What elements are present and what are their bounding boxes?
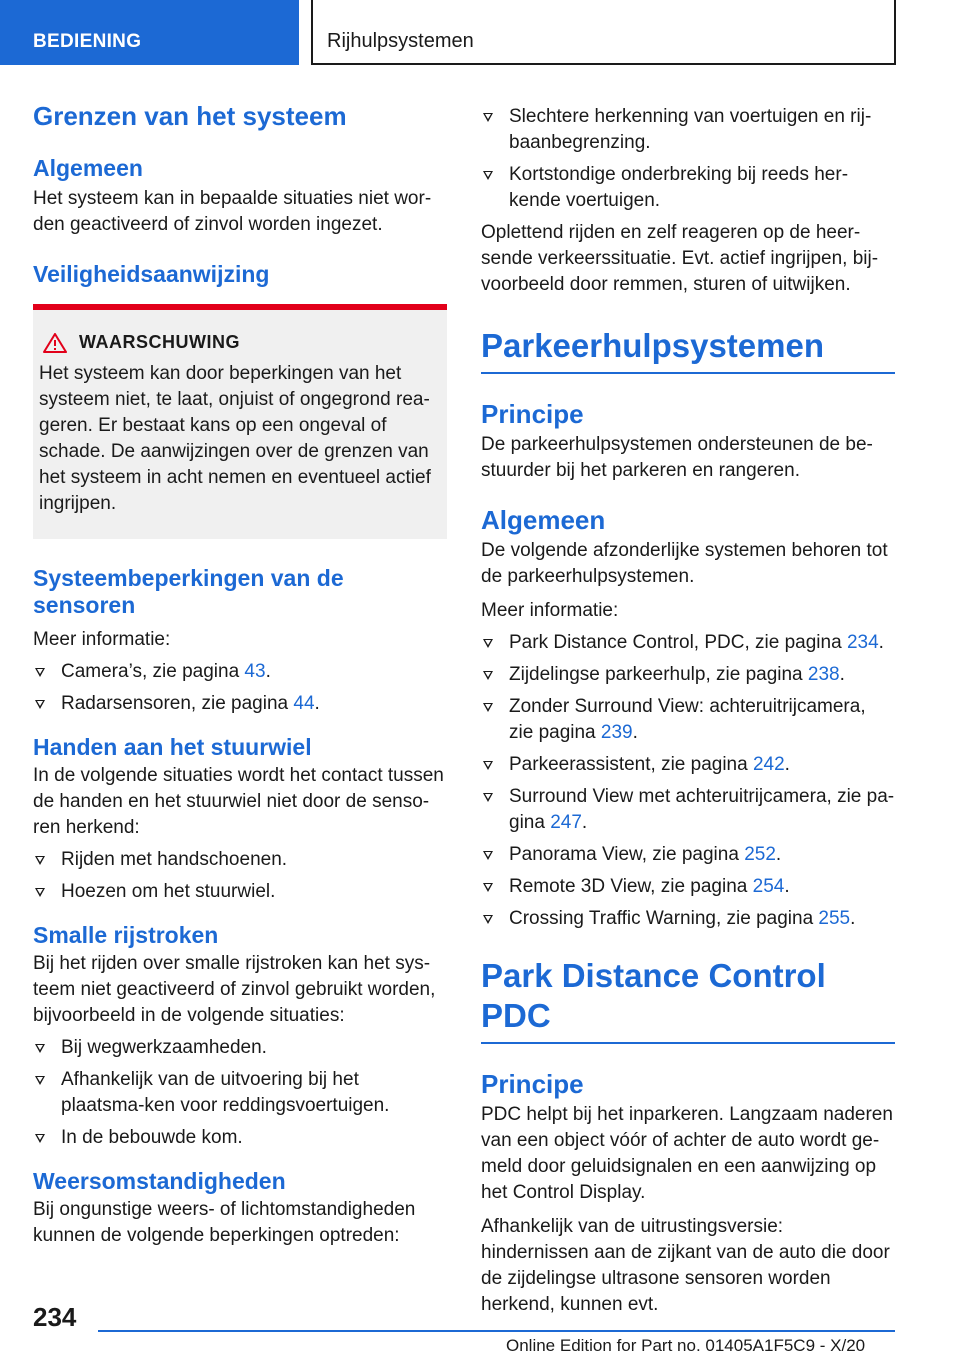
item-text: Slechtere herkenning van voertuigen en rij-baanbegrenzing. <box>509 106 872 153</box>
section-title: Grenzen van het systeem <box>33 101 347 131</box>
hands-list <box>33 847 447 905</box>
park-title: Parkeerhulpsystemen <box>481 327 825 364</box>
item-text: Surround View met achteruitrijcamera, zie pa-gina <box>509 786 895 833</box>
heading-lanes: Smalle rijstroken <box>33 922 219 948</box>
triangle-bullet-icon <box>35 856 45 865</box>
hands-text: In de volgende situaties wordt het contact tussen de handen en het stuurwiel niet door de senso-ren herkend: <box>33 765 444 838</box>
heading-pdc-principe: Principe <box>481 1069 584 1099</box>
pdc-text-2: Afhankelijk van de uitrustingsversie: hindernissen aan de zijkant van de auto die door de zijdelingse ultrasone sensoren worden herkend, kunnen evt. <box>481 1216 890 1315</box>
page-link[interactable]: 255 <box>818 908 851 929</box>
triangle-bullet-icon <box>35 1044 45 1053</box>
page-link[interactable]: 43 <box>244 661 266 682</box>
item-text: Panorama View, zie pagina <box>509 844 745 865</box>
heading-weather: Weersomstandigheden <box>33 1168 286 1194</box>
triangle-bullet-icon <box>35 700 45 709</box>
triangle-bullet-icon <box>483 171 493 180</box>
item-text: Crossing Traffic Warning, zie pagina <box>509 908 819 929</box>
warning-header <box>39 332 435 353</box>
triangle-bullet-icon <box>483 851 493 860</box>
triangle-bullet-icon <box>483 793 493 802</box>
item-end: . <box>775 844 782 865</box>
item-text: Camera’s, zie pagina <box>61 661 245 682</box>
footer-rule <box>98 1330 895 1332</box>
item-text: Rijden met handschoenen. <box>61 849 288 870</box>
triangle-bullet-icon <box>483 671 493 680</box>
list-item <box>33 879 447 905</box>
item-end: . <box>850 908 856 929</box>
list-item <box>481 874 895 900</box>
triangle-bullet-icon <box>35 888 45 897</box>
right-column <box>481 100 895 1318</box>
list-item <box>33 847 447 873</box>
sensor-list <box>33 659 447 717</box>
page-link[interactable]: 44 <box>293 693 315 714</box>
item-text: Zonder Surround View: achteruitrijcamera, zie pagina <box>509 696 866 743</box>
principe-text: De parkeerhulpsystemen ondersteunen de be-stuurder bij het parkeren en rangeren. <box>481 434 873 481</box>
heading-sensors: Systeembeperkingen van de sensoren <box>33 565 344 618</box>
sensor-intro: Meer informatie: <box>33 629 171 650</box>
triangle-bullet-icon <box>483 639 493 648</box>
list-item <box>33 1035 447 1061</box>
triangle-bullet-icon <box>35 1076 45 1085</box>
list-item <box>481 630 895 656</box>
warning-text: Het systeem kan door beperkingen van het systeem niet, te laat, onjuist of ongegrond rea-geren. Er bestaat kans op een ongeval of schade. De aanwijzingen over de grenzen van het systeem in acht nemen en eventueel actief ingrijpen. <box>39 363 431 514</box>
list-item <box>481 906 895 932</box>
item-text: Park Distance Control, PDC, zie pagina <box>509 632 847 653</box>
list-item <box>481 784 895 836</box>
weather-list <box>481 104 895 214</box>
list-item <box>481 752 895 778</box>
item-text: Bij wegwerkzaamheden. <box>61 1037 267 1058</box>
item-end: . <box>581 812 588 833</box>
page-link[interactable]: 239 <box>600 722 633 743</box>
chapter-header <box>311 0 896 65</box>
algemeen-text: Het systeem kan in bepaalde situaties niet wor-den geactiveerd of zinvol worden ingezet. <box>33 188 432 235</box>
warning-triangle-icon <box>43 333 67 353</box>
chapter-label: Rijhulpsystemen <box>327 30 474 52</box>
weather-text: Bij ongunstige weers- of lichtomstandigheden kunnen de volgende beperkingen optreden: <box>33 1199 416 1246</box>
item-text: Zijdelingse parkeerhulp, zie pagina <box>509 664 808 685</box>
item-end: . <box>314 693 320 714</box>
park-list <box>481 630 895 932</box>
triangle-bullet-icon <box>483 915 493 924</box>
triangle-bullet-icon <box>35 668 45 677</box>
list-item <box>481 104 895 156</box>
item-end: . <box>878 632 884 653</box>
triangle-bullet-icon <box>483 761 493 770</box>
item-text: In de bebouwde kom. <box>61 1127 243 1148</box>
page-link[interactable]: 238 <box>807 664 840 685</box>
title-rule <box>481 1042 895 1044</box>
page-link[interactable]: 242 <box>752 754 785 775</box>
item-text: Afhankelijk van de uitvoering bij het plaatsma-ken voor reddingsvoertuigen. <box>61 1069 390 1116</box>
page-number: 234 <box>33 1302 77 1332</box>
weather-note: Oplettend rijden en zelf reageren op de heer-sende verkeerssituatie. Evt. actief ingrijpen, bij-voorbeeld door remmen, sturen of uitwijken. <box>481 222 879 295</box>
warning-title: WAARSCHUWING <box>79 332 240 352</box>
left-column <box>33 100 447 1249</box>
page-link[interactable]: 252 <box>744 844 776 865</box>
heading-safety: Veiligheidsaanwijzing <box>33 261 270 287</box>
item-end: . <box>784 876 790 897</box>
section-tab <box>0 0 299 65</box>
warning-box <box>33 304 447 539</box>
lanes-list <box>33 1035 447 1151</box>
section-label: BEDIENING <box>33 31 142 52</box>
item-end: . <box>839 664 845 685</box>
item-end: . <box>632 722 638 743</box>
triangle-bullet-icon <box>35 1134 45 1143</box>
list-item <box>33 1067 447 1119</box>
edition-text: Online Edition for Part no. 01405A1F5C9 - X/20 <box>506 1336 866 1355</box>
list-item <box>481 162 895 214</box>
heading-algemeen-right: Algemeen <box>481 505 606 535</box>
page-link[interactable]: 234 <box>846 632 879 653</box>
list-item <box>33 1125 447 1151</box>
item-end: . <box>265 661 271 682</box>
info-label: Meer informatie: <box>481 600 619 621</box>
triangle-bullet-icon <box>483 883 493 892</box>
triangle-bullet-icon <box>483 703 493 712</box>
page-link[interactable]: 247 <box>550 812 582 833</box>
list-item <box>481 694 895 746</box>
page-link[interactable]: 254 <box>752 876 785 897</box>
pdc-text-1: PDC helpt bij het inparkeren. Langzaam naderen van een object vóór of achter de auto wordt ge-meld door geluidsignalen en een aanwijzing op het Control Display. <box>481 1104 893 1203</box>
item-text: Kortstondige onderbreking bij reeds her-kende voertuigen. <box>509 164 849 211</box>
heading-algemeen: Algemeen <box>33 155 143 181</box>
triangle-bullet-icon <box>483 113 493 122</box>
algemeen-right-text: De volgende afzonderlijke systemen behoren tot de parkeerhulpsystemen. <box>481 540 888 587</box>
heading-hands: Handen aan het stuurwiel <box>33 734 312 760</box>
item-end: . <box>784 754 790 775</box>
pdc-title: Park Distance Control PDC <box>481 957 826 1034</box>
item-text: Remote 3D View, zie pagina <box>509 876 753 897</box>
item-text: Parkeerassistent, zie pagina <box>509 754 753 775</box>
list-item <box>481 662 895 688</box>
list-item <box>33 659 447 685</box>
item-text: Hoezen om het stuurwiel. <box>61 881 276 902</box>
heading-principe: Principe <box>481 399 584 429</box>
list-item <box>481 842 895 868</box>
item-text: Radarsensoren, zie pagina <box>61 693 294 714</box>
list-item <box>33 691 447 717</box>
title-rule <box>481 372 895 374</box>
lanes-text: Bij het rijden over smalle rijstroken kan het sys-teem niet geactiveerd of zinvol gebruikt worden, bijvoorbeeld in de volgende situaties: <box>33 953 436 1026</box>
